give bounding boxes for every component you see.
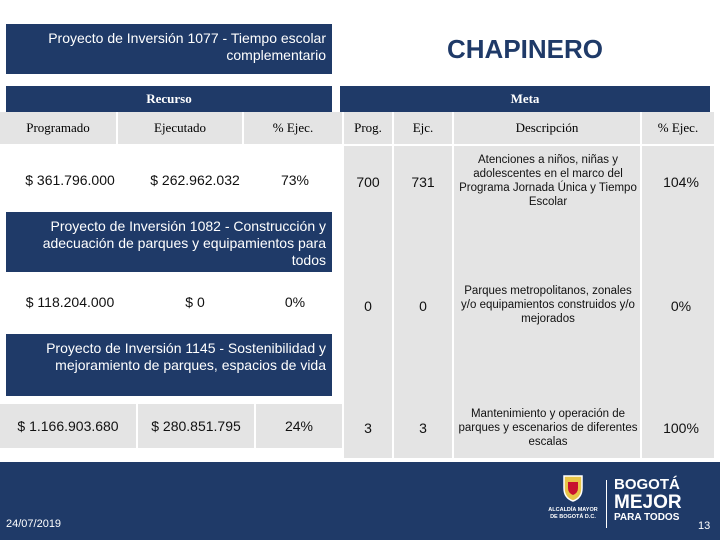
row2-programado: $ 118.204.000 (25, 294, 115, 310)
col-prog (344, 112, 392, 144)
row1-programado: $ 361.796.000 (25, 172, 115, 188)
row1-ejc: 731 (411, 174, 435, 190)
footer-bar (0, 462, 720, 540)
project-1082-title: Proyecto de Inversión 1082 - Construcción y adecuación de parques y equipamientos para todos (42, 218, 326, 268)
col-ejc (394, 112, 452, 144)
alcaldia-text-2: DE BOGOTÁ D.C. (550, 514, 596, 520)
col-pct-ejec-recurso-label: % Ejec. (272, 120, 314, 135)
project-1077-banner (6, 24, 332, 74)
row1-pct-meta: 104% (663, 174, 699, 190)
col-pct-ejec-meta (642, 112, 714, 144)
bogota-logo-line3: PARA TODOS (614, 512, 680, 523)
row2-pct-recurso: 0% (284, 294, 306, 310)
row3-programado: $ 1.166.903.680 (17, 418, 119, 434)
row2-ejc: 0 (419, 298, 427, 314)
recurso-header (6, 86, 332, 112)
col-programado (0, 112, 116, 144)
col-ejecutado-label: Ejecutado (154, 120, 206, 135)
bogota-logo (614, 476, 694, 530)
recurso-header-label: Recurso (146, 91, 192, 106)
meta-header-label: Meta (510, 91, 540, 106)
col-descripcion-label: Descripción (515, 120, 579, 135)
col-ejc-label: Ejc. (412, 120, 434, 135)
alcaldia-text-1: ALCALDÍA MAYOR (548, 507, 598, 513)
row2-ejecutado: $ 0 (185, 294, 205, 310)
alcaldia-logo (546, 474, 600, 530)
project-1145-banner (6, 334, 332, 396)
coat-of-arms-icon (562, 474, 584, 502)
row1-descripcion: Atenciones a niños, niñas y adolescentes en el marco del Programa Jornada Única y Tiempo Escolar (459, 154, 637, 208)
row3-descripcion: Mantenimiento y operación de parques y escenarios de diferentes escalas (458, 408, 638, 448)
col-programado-label: Programado (26, 120, 90, 135)
row1-pct-recurso: 73% (280, 172, 310, 188)
row3-pct-meta: 100% (663, 420, 699, 436)
col-ejecutado (118, 112, 242, 144)
row3-ejecutado: $ 280.851.795 (151, 418, 241, 434)
divider (452, 146, 454, 458)
row2-descripcion: Parques metropolitanos, zonales y/o equipamientos construidos y/o mejorados (461, 285, 635, 325)
row1-ejecutado: $ 262.962.032 (150, 172, 240, 188)
col-pct-ejec-meta-label: % Ejec. (657, 120, 699, 135)
col-descripcion (454, 112, 640, 144)
row3-ejc: 3 (419, 420, 427, 436)
project-1145-title: Proyecto de Inversión 1145 - Sostenibilidad y mejoramiento de parques, espacios de vida (46, 340, 326, 373)
row2-prog: 0 (364, 298, 372, 314)
title-box (340, 24, 710, 74)
col-prog-label: Prog. (354, 120, 382, 135)
row1-prog: 700 (356, 174, 380, 190)
page-title: CHAPINERO (446, 33, 603, 64)
project-1077-title: Proyecto de Inversión 1077 - Tiempo escolar complementario (48, 30, 326, 63)
footer-date: 24/07/2019 (6, 518, 62, 530)
project-1082-banner (6, 212, 332, 272)
row3-pct-recurso: 24% (284, 418, 314, 434)
page-number: 13 (698, 520, 711, 532)
row2-pct-meta: 0% (670, 298, 692, 314)
col-pct-ejec-recurso (244, 112, 342, 144)
meta-header (340, 86, 710, 112)
bogota-logo-line2: MEJOR (614, 492, 682, 513)
bogota-logo-line1: BOGOTÁ (614, 476, 680, 493)
logo-divider (606, 480, 607, 528)
row3-prog: 3 (364, 420, 372, 436)
